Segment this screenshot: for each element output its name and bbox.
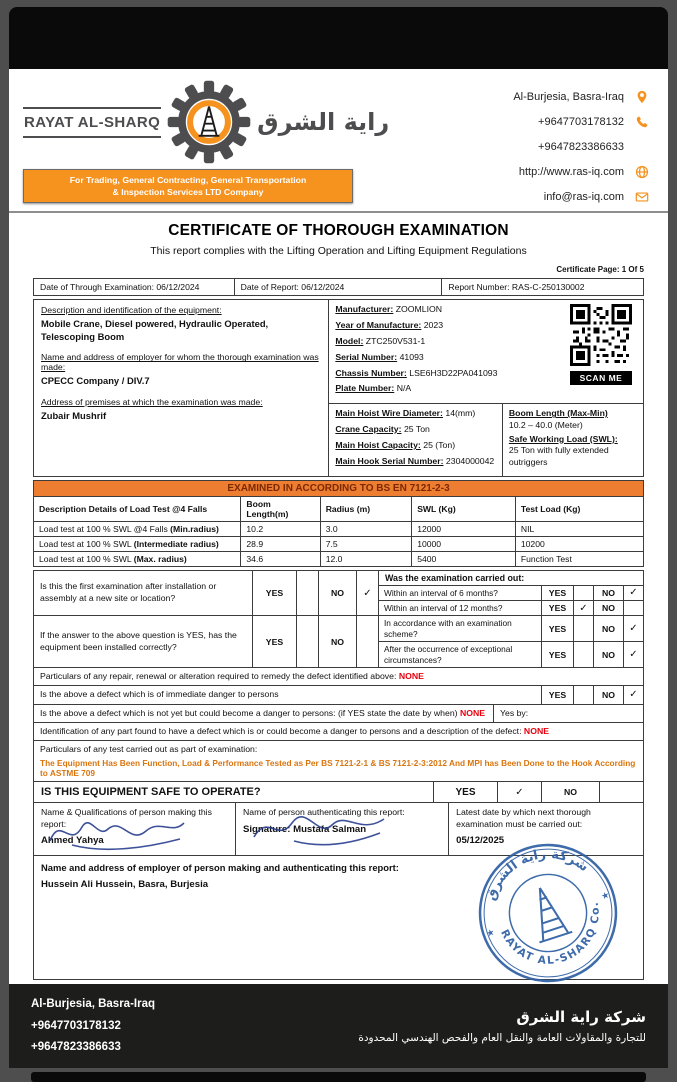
spec-label: Year of Manufacture: — [335, 319, 422, 330]
first-exam-yes: YES — [252, 571, 296, 616]
spec-label: Main Hoist Wire Diameter: — [335, 408, 443, 419]
installed-no: NO — [318, 616, 356, 666]
immediate-danger-yes: YES — [541, 686, 573, 703]
spec-value: LSE6H3D22PA041093 — [409, 367, 498, 378]
authenticator-label: Name of person authenticating this report: — [242, 807, 405, 818]
load-cell-radius: 12.0 — [320, 551, 412, 566]
tagline-line-1: For Trading, General Contracting, General Transportation — [69, 175, 307, 185]
interval-6-row — [379, 585, 643, 600]
equipment-desc-label: Description and identification of the equipment: — [41, 305, 222, 315]
interval-6-no-tick: ✓ — [623, 586, 643, 600]
load-cell-swl: 5400 — [412, 551, 516, 566]
spec-label: Manufacturer: — [335, 304, 394, 314]
boom-length-value: 10.2 – 40.0 (Meter) — [508, 419, 583, 430]
equipment-right-column — [329, 300, 643, 476]
meta-row — [33, 278, 644, 296]
spec-label: Model: — [335, 335, 364, 346]
stamp-star-left: ★ — [485, 928, 497, 941]
spec-crane-capacity — [335, 424, 496, 435]
maker-signature-block — [34, 803, 235, 855]
contact-address — [513, 89, 650, 105]
maker-label: Name & Qualifications of person making this report: — [41, 807, 212, 829]
next-exam-date: 05/12/2025 — [456, 835, 505, 847]
immediate-danger-row — [34, 685, 643, 703]
logo-row — [23, 79, 390, 165]
load-table-header-row — [34, 496, 644, 521]
defect-identification-value: NONE — [523, 725, 550, 736]
interval-12-row — [379, 600, 643, 615]
spec-label: Plate Number: — [335, 383, 395, 394]
company-logo — [23, 79, 390, 205]
equipment-block — [33, 299, 644, 477]
tagline-line-2: & Inspection Services LTD Company — [112, 187, 264, 198]
load-col-swl: SWL (Kg) — [412, 496, 516, 521]
contact-website — [513, 164, 650, 180]
contact-phone2 — [513, 139, 650, 155]
safe-yes-tick: ✓ — [497, 782, 541, 802]
safe-no-tick — [599, 782, 643, 802]
load-table-row — [34, 536, 644, 551]
spec-label: Main Hoist Capacity: — [335, 440, 421, 450]
company-tagline — [23, 169, 353, 203]
stamp-text-en: RAYAT AL-SHARQ Co. — [498, 900, 602, 968]
footer-phone2: +9647823386633 — [31, 1041, 121, 1053]
scheme-no: NO — [593, 616, 623, 641]
test-particulars-label: Particulars of any test carried out as part of examination: — [40, 744, 258, 755]
employer-of-maker-label: Name and address of employer of person making and authenticating this report: — [41, 862, 399, 874]
load-table-row — [34, 521, 644, 536]
load-cell-test: Function Test — [515, 551, 643, 566]
contact-email-text: info@ras-iq.com — [543, 191, 624, 203]
contact-list — [513, 79, 650, 205]
interval-12-no: NO — [593, 601, 623, 615]
load-cell-boom: 10.2 — [241, 521, 320, 536]
authenticator-signature-block — [235, 803, 448, 855]
load-cell-desc: Load test at 100 % SWL (Max. radius) — [34, 551, 241, 566]
spec-value: ZTC250V531-1 — [365, 335, 426, 346]
spec-value: 41093 — [399, 351, 424, 362]
load-col-radius: Radius (m) — [320, 496, 412, 521]
spec-value: 2023 — [423, 319, 444, 330]
certificate-subtitle: This report complies with the Lifting Operation and Lifting Equipment Regulations — [150, 245, 527, 257]
interval-12-no-tick — [623, 601, 643, 615]
spec-model — [335, 336, 559, 347]
equipment-left-column — [34, 300, 329, 476]
certificate-page — [9, 69, 668, 984]
certificate-body — [9, 274, 668, 980]
page-footer — [9, 984, 668, 1068]
contact-address-text: Al-Burjesia, Basra-Iraq — [513, 91, 624, 103]
installed-correctly-row — [34, 615, 643, 666]
load-cell-swl: 10000 — [412, 536, 516, 551]
spec-label: Crane Capacity: — [335, 424, 402, 435]
spec-year — [335, 320, 559, 331]
authenticator-name: Signature: Mustafa Salman — [242, 823, 367, 835]
next-exam-label: Latest date by which next thorough examination must be carried out: — [456, 807, 591, 829]
future-danger-question: Is the above a defect which is not yet but could become a danger to persons: (if YES state the date by when) NONE — [40, 707, 486, 718]
spec-label: Chassis Number: — [335, 367, 407, 378]
boom-length-label: Boom Length (Max-Min) — [508, 408, 608, 419]
report-date-cell: Date of Report: 06/12/2024 — [235, 278, 443, 296]
contact-phone1 — [513, 114, 650, 130]
contact-phone1-text: +9647703178132 — [538, 116, 624, 128]
immediate-danger-no: NO — [593, 686, 623, 703]
immediate-danger-no-tick: ✓ — [623, 686, 643, 703]
spec-value: 14(mm) — [445, 408, 476, 419]
exceptional-yes: YES — [541, 642, 573, 667]
employer-of-maker-value: Hussein Ali Hussein, Basra, Burjesia — [41, 879, 209, 891]
yes-by-cell: Yes by: — [493, 705, 643, 722]
spec-hoist-capacity — [335, 440, 496, 451]
safe-to-operate-question: IS THIS EQUIPMENT SAFE TO OPERATE? — [41, 786, 261, 799]
equipment-desc-value: Mobile Crane, Diesel powered, Hydraulic Operated, Telescoping Boom — [41, 318, 269, 342]
scheme-yes-tick — [573, 616, 593, 641]
footer-company-ar: شركة راية الشرق — [516, 1008, 646, 1027]
scheme-section — [378, 616, 643, 666]
load-cell-boom: 28.9 — [241, 536, 320, 551]
safe-yes: YES — [433, 782, 497, 802]
load-cell-test: 10200 — [515, 536, 643, 551]
question-exceptional: After the occurrence of exceptional circumstances? — [384, 644, 513, 665]
spec-list — [329, 300, 565, 403]
spec-serial — [335, 352, 559, 363]
carried-out-section — [378, 571, 643, 616]
defect-identification-label: Identification of any part found to have a defect which is or could become a danger to persons and a description of the defect: — [40, 725, 522, 736]
load-test-table — [33, 496, 644, 567]
equipment-premises-value: Zubair Mushrif — [41, 410, 107, 422]
stamp-text-ar: شركة راية الشرق — [483, 847, 591, 903]
interval-6-no: NO — [593, 586, 623, 600]
scheme-no-tick: ✓ — [623, 616, 643, 641]
spec-value: 2304000042 — [445, 455, 495, 466]
exam-date-cell: Date of Through Examination: 06/12/2024 — [33, 278, 235, 296]
spec-value: 25 (Ton) — [423, 440, 456, 450]
interval-12-yes-tick: ✓ — [573, 601, 593, 615]
examined-banner: EXAMINED IN ACCORDING TO BS EN 7121-2-3 — [33, 480, 644, 496]
svg-text:RAYAT AL-SHARQ Co. — [497, 899, 615, 982]
examination-findings-block — [33, 570, 644, 981]
contact-email — [513, 189, 650, 205]
load-cell-swl: 12000 — [412, 521, 516, 536]
scan-me-label: SCAN ME — [570, 371, 632, 385]
title-block — [9, 213, 668, 274]
equipment-specs-top — [329, 300, 643, 403]
swl-value: 25 Ton with fully extended outriggers — [508, 445, 609, 468]
company-name-ar: راية الشرق — [257, 108, 390, 136]
spec-wire-diameter — [335, 408, 496, 419]
installed-no-tick — [356, 616, 378, 666]
bottom-bar — [31, 1072, 646, 1082]
load-col-description: Description Details of Load Test @4 Falls — [34, 496, 241, 521]
repair-particulars-label: Particulars of any repair, renewal or alteration required to remedy the defect identified above: — [40, 670, 397, 681]
interval-6-yes: YES — [541, 586, 573, 600]
spec-value: 25 Ton — [403, 424, 430, 435]
contact-website-text: http://www.ras-iq.com — [518, 166, 624, 178]
spec-label: Serial Number: — [335, 351, 398, 362]
scheme-yes: YES — [541, 616, 573, 641]
repair-particulars-value: NONE — [398, 670, 424, 681]
footer-arabic — [358, 1008, 646, 1044]
spec-plate — [335, 383, 559, 394]
carried-out-header: Was the examination carried out: — [385, 572, 525, 583]
footer-contact — [31, 994, 155, 1058]
globe-icon — [634, 164, 650, 180]
defect-identification-row — [34, 722, 643, 740]
load-col-boom: Boom Length(m) — [241, 496, 320, 521]
question-interval-6: Within an interval of 6 months? — [384, 587, 498, 598]
certificate-title: CERTIFICATE OF THOROUGH EXAMINATION — [168, 222, 509, 239]
question-scheme: In accordance with an examination scheme? — [384, 618, 512, 639]
installed-yes: YES — [252, 616, 296, 666]
footer-phone1: +9647703178132 — [31, 1019, 121, 1032]
first-exam-row — [34, 571, 643, 616]
phone2-icon-spacer — [634, 139, 650, 155]
header — [9, 69, 668, 211]
exceptional-no-tick: ✓ — [623, 642, 643, 667]
spec-label: Main Hook Serial Number: — [335, 455, 444, 466]
load-cell-radius: 3.0 — [320, 521, 412, 536]
exceptional-no: NO — [593, 642, 623, 667]
future-danger-value: NONE — [460, 707, 486, 718]
spec-manufacturer — [335, 304, 559, 315]
location-icon — [634, 89, 650, 105]
load-cell-boom: 34.6 — [241, 551, 320, 566]
qr-box — [565, 300, 643, 403]
equipment-employer-label: Name and address of employer for whom the thorough examination was made: — [41, 352, 319, 373]
question-interval-12: Within an interval of 12 months? — [384, 603, 503, 614]
certificate-page-number: Certificate Page: 1 Of 5 — [556, 265, 644, 274]
contact-phone2-text: +9647823386633 — [538, 141, 624, 153]
report-number-cell: Report Number: RAS-C-250130002 — [442, 278, 644, 296]
load-table-row — [34, 551, 644, 566]
safe-to-operate-row — [34, 781, 643, 802]
boom-length-box — [502, 404, 643, 476]
equipment-employer-value: CPECC Company / DIV.7 — [41, 375, 150, 387]
footer-address: Al-Burjesia, Basra-Iraq — [31, 998, 155, 1011]
first-exam-no: NO — [318, 571, 356, 616]
first-exam-no-tick: ✓ — [356, 571, 378, 616]
stamp-star-right: ★ — [600, 890, 612, 903]
email-icon — [634, 189, 650, 205]
load-cell-test: NIL — [515, 521, 643, 536]
swl-label: Safe Working Load (SWL): — [508, 433, 618, 444]
hoist-spec-list — [329, 404, 502, 476]
company-name-en: RAYAT AL-SHARQ — [23, 107, 161, 138]
exceptional-row — [379, 641, 643, 667]
phone-icon — [634, 114, 650, 130]
immediate-danger-yes-tick — [573, 686, 593, 703]
scheme-row — [379, 616, 643, 641]
spec-chassis — [335, 368, 559, 379]
stamp-derrick-icon — [523, 883, 572, 943]
footer-desc-ar: للتجارة والمقاولات العامة والنقل العام والفحص الهندسي المحدودة — [358, 1032, 646, 1045]
equipment-premises-label: Address of premises at which the examination was made: — [41, 397, 263, 408]
test-particulars-row — [34, 740, 643, 781]
installed-yes-tick — [296, 616, 318, 666]
load-cell-desc: Load test at 100 % SWL (Intermediate radius) — [34, 536, 241, 551]
qr-code — [570, 304, 632, 366]
load-cell-radius: 7.5 — [320, 536, 412, 551]
load-cell-desc: Load test at 100 % SWL @4 Falls (Min.radius) — [34, 521, 241, 536]
spec-value: ZOOMLION — [395, 304, 443, 314]
maker-name: Ahmed Yahya — [41, 835, 104, 847]
employer-of-maker-block — [34, 847, 643, 979]
immediate-danger-question: Is the above a defect which is of immediate danger to persons — [40, 689, 279, 700]
spec-value: N/A — [396, 383, 412, 394]
first-exam-yes-tick — [296, 571, 318, 616]
load-col-test: Test Load (Kg) — [515, 496, 643, 521]
exceptional-yes-tick — [573, 642, 593, 667]
safe-no: NO — [541, 782, 599, 802]
repair-particulars-row — [34, 667, 643, 685]
interval-6-yes-tick — [573, 586, 593, 600]
interval-12-yes: YES — [541, 601, 573, 615]
equipment-specs-bottom — [329, 403, 643, 476]
gear-derrick-logo-icon — [166, 79, 252, 165]
top-bar — [9, 7, 668, 69]
test-statement: The Equipment Has Been Function, Load & Performance Tested as Per BS 7121-2-1 & BS 7121-2-3:2012 And MPI has Been Done to the Hook According to ASTME 709 — [40, 758, 636, 779]
question-first-exam: Is this the first examination after installation or assembly at a new site or location? — [40, 581, 217, 604]
spec-hook-serial — [335, 456, 496, 467]
question-installed-correctly: If the answer to the above question is YES, has the equipment been installed correctly? — [40, 629, 237, 652]
future-danger-row — [34, 704, 643, 722]
